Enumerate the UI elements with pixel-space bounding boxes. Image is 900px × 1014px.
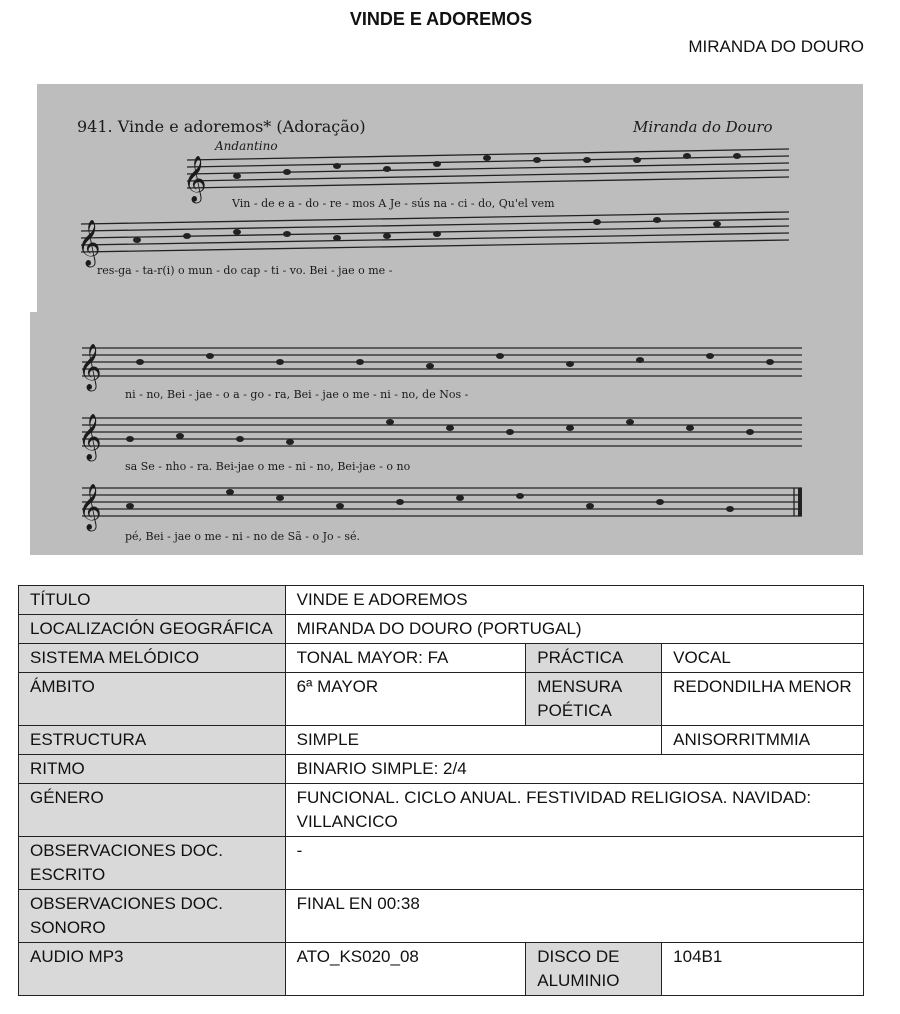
ritmo-label: RITMO bbox=[19, 755, 286, 784]
practica-value: VOCAL bbox=[662, 644, 864, 673]
staff-1 bbox=[183, 149, 789, 204]
table-row bbox=[19, 943, 864, 996]
disco-label: DISCO DE ALUMINIO bbox=[526, 943, 662, 996]
treble-clef-icon: 𝄞 bbox=[183, 156, 207, 202]
table-row bbox=[19, 586, 864, 615]
treble-clef-icon: 𝄞 bbox=[78, 484, 102, 530]
score-origin: Miranda do Douro bbox=[633, 118, 773, 136]
score-number-title: 941. Vinde e adoremos* (Adoração) bbox=[77, 117, 366, 136]
score-svg-top bbox=[37, 84, 863, 312]
staff-5 bbox=[78, 484, 802, 532]
mensura-value: REDONDILHA MENOR bbox=[662, 673, 864, 726]
obs-escrito-value: - bbox=[285, 837, 863, 890]
ambito-value: 6ª MAYOR bbox=[285, 673, 526, 726]
treble-clef-icon: 𝄞 bbox=[78, 344, 102, 390]
table-row bbox=[19, 784, 864, 837]
localizacion-value: MIRANDA DO DOURO (PORTUGAL) bbox=[285, 615, 863, 644]
score-tempo: Andantino bbox=[215, 139, 278, 153]
titulo-label: TÍTULO bbox=[19, 586, 286, 615]
localizacion-label: LOCALIZACIÓN GEOGRÁFICA bbox=[19, 615, 286, 644]
table-row bbox=[19, 726, 864, 755]
obs-sonoro-label: OBSERVACIONES DOC. SONORO bbox=[19, 890, 286, 943]
obs-escrito-label: OBSERVACIONES DOC. ESCRITO bbox=[19, 837, 286, 890]
lyric-line-2: res-ga - ta-r(i) o mun - do cap - ti - vo. Bei - jae o me - bbox=[97, 264, 393, 277]
obs-sonoro-value: FINAL EN 00:38 bbox=[285, 890, 863, 943]
table-row bbox=[19, 890, 864, 943]
estructura-value: SIMPLE bbox=[285, 726, 662, 755]
table-row bbox=[19, 755, 864, 784]
staff-3 bbox=[78, 344, 802, 392]
table-row bbox=[19, 837, 864, 890]
titulo-value: VINDE E ADOREMOS bbox=[285, 586, 863, 615]
lyric-line-5: pé, Bei - jae o me - ni - no de Sã - o Jo - sé. bbox=[125, 530, 360, 543]
mensura-label: MENSURA POÉTICA bbox=[526, 673, 662, 726]
table-row bbox=[19, 644, 864, 673]
sistema-value: TONAL MAYOR: FA bbox=[285, 644, 526, 673]
table-row bbox=[19, 615, 864, 644]
treble-clef-icon: 𝄞 bbox=[78, 414, 102, 460]
lyric-line-1: Vin - de e a - do - re - mos A Je - sús na - ci - do, Qu'el vem bbox=[232, 197, 555, 210]
lyric-line-3: ni - no, Bei - jae - o a - go - ra, Bei - jae o me - ni - no, de Nos - bbox=[125, 388, 469, 401]
estructura-label: ESTRUCTURA bbox=[19, 726, 286, 755]
table-row bbox=[19, 673, 864, 726]
staff-4 bbox=[78, 414, 802, 462]
ritmo-value: BINARIO SIMPLE: 2/4 bbox=[285, 755, 863, 784]
staff-2 bbox=[77, 212, 789, 268]
ambito-label: ÁMBITO bbox=[19, 673, 286, 726]
treble-clef-icon: 𝄞 bbox=[77, 220, 101, 266]
audio-value: ATO_KS020_08 bbox=[285, 943, 526, 996]
score-svg-bottom bbox=[30, 312, 863, 555]
score-image-bottom bbox=[30, 312, 863, 555]
disco-value: 104B1 bbox=[662, 943, 864, 996]
document-title: VINDE E ADOREMOS bbox=[349, 9, 533, 29]
lyric-line-4: sa Se - nho - ra. Bei-jae o me - ni - no, Bei-jae - o no bbox=[125, 460, 411, 473]
estructura-value2: ANISORRITMMIA bbox=[662, 726, 864, 755]
genero-label: GÉNERO bbox=[19, 784, 286, 837]
score-image-top bbox=[37, 84, 863, 312]
audio-label: AUDIO MP3 bbox=[19, 943, 286, 996]
genero-value: FUNCIONAL. CICLO ANUAL. FESTIVIDAD RELIGIOSA. NAVIDAD: VILLANCICO bbox=[285, 784, 863, 837]
document-place: MIRANDA DO DOURO bbox=[688, 37, 864, 56]
practica-label: PRÁCTICA bbox=[526, 644, 662, 673]
info-table bbox=[18, 585, 864, 996]
sistema-label: SISTEMA MELÓDICO bbox=[19, 644, 286, 673]
